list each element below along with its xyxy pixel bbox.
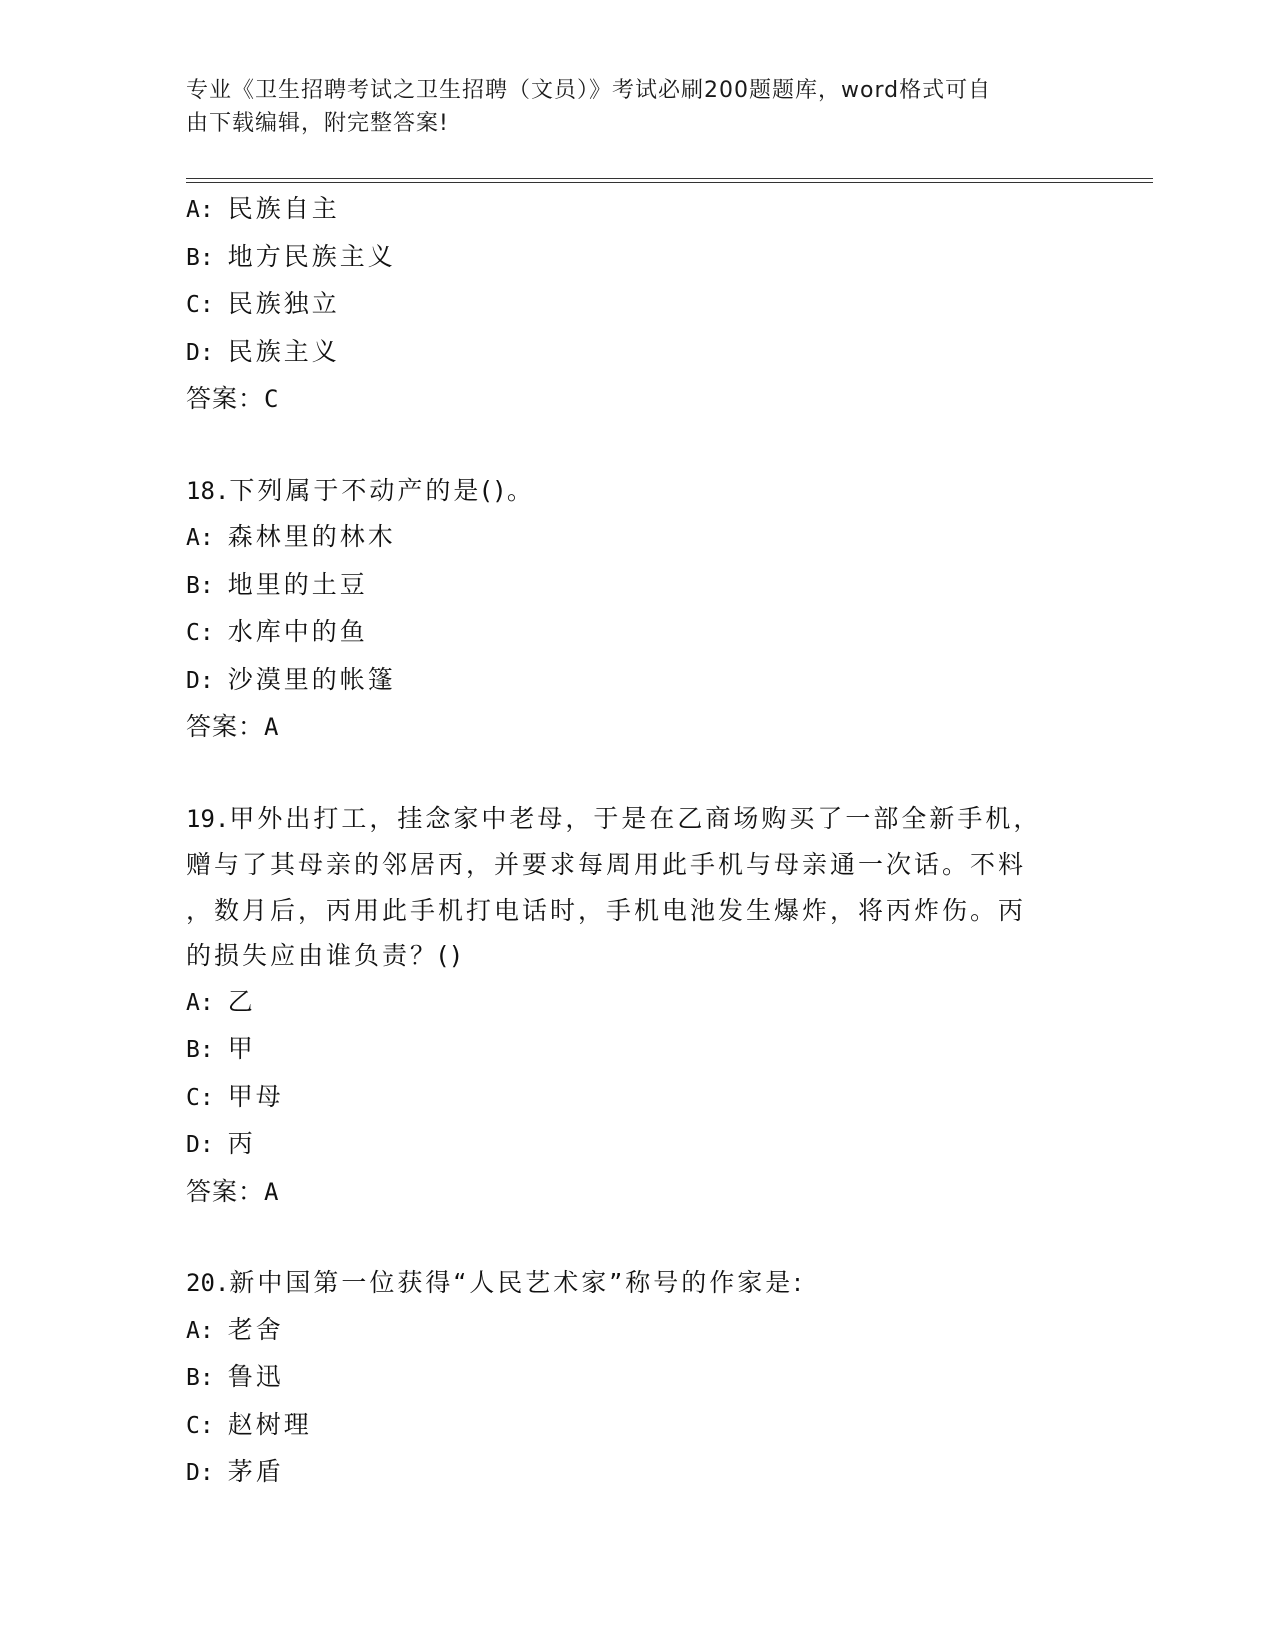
spacer xyxy=(186,751,1076,796)
question-number: 19. xyxy=(186,804,230,833)
option-text: 丙 xyxy=(227,1129,256,1158)
option-letter: B: xyxy=(186,572,214,599)
option-letter: A: xyxy=(186,197,214,223)
question-text: 新中国第一位获得“人民艺术家”称号的作家是: xyxy=(229,1268,805,1297)
option-letter: B: xyxy=(186,244,214,271)
option-text: 茅盾 xyxy=(227,1457,284,1486)
q20-option-c xyxy=(186,1402,1076,1450)
answer-value: A xyxy=(264,713,280,741)
question-text: 下列属于不动产的是()。 xyxy=(229,475,535,505)
q18-stem xyxy=(186,468,1076,515)
q18-option-a xyxy=(186,514,1076,562)
question-18-block xyxy=(186,468,1076,751)
header-title-line-1: 专业《卫生招聘考试之卫生招聘（文员）》考试必刷200题题库，word格式可自 xyxy=(186,78,992,103)
q18-option-d xyxy=(186,657,1076,705)
header-divider-top xyxy=(186,178,1153,179)
q19-stem-line-1 xyxy=(186,796,1076,843)
question-17-block xyxy=(186,186,1076,423)
option-text: 地方民族主义 xyxy=(227,241,396,271)
option-text: 民族自主 xyxy=(227,194,340,223)
q19-answer xyxy=(186,1169,1076,1216)
option-text: 老舍 xyxy=(227,1314,284,1344)
option-letter: D: xyxy=(186,1460,214,1486)
q19-stem-line-3: ，数月后，丙用此手机打电话时，手机电池发生爆炸，将丙炸伤。丙 xyxy=(186,895,1027,925)
q20-stem xyxy=(186,1260,1076,1307)
option-letter: A: xyxy=(186,525,214,551)
q19-option-d xyxy=(186,1121,1076,1169)
header-divider-bottom xyxy=(186,182,1153,183)
option-text: 沙漠里的帐篷 xyxy=(227,664,396,694)
option-letter: C: xyxy=(186,1084,214,1111)
question-number: 20. xyxy=(186,1269,230,1297)
option-text: 甲 xyxy=(227,1034,256,1063)
q20-option-a xyxy=(186,1307,1076,1355)
option-text: 民族主义 xyxy=(227,336,340,366)
document-header xyxy=(186,74,1066,140)
answer-value: A xyxy=(264,1177,280,1206)
question-number: 18. xyxy=(186,476,230,505)
option-letter: D: xyxy=(186,1132,214,1158)
q18-option-c xyxy=(186,609,1076,657)
option-text: 鲁迅 xyxy=(227,1362,284,1391)
answer-label: 答案： xyxy=(186,1176,265,1206)
option-letter: C: xyxy=(186,620,214,646)
option-letter: D: xyxy=(186,667,214,694)
question-20-block xyxy=(186,1260,1076,1497)
question-19-block xyxy=(186,796,1076,1216)
option-letter: A: xyxy=(186,1317,214,1344)
option-letter: B: xyxy=(186,1365,214,1391)
q17-option-d xyxy=(186,329,1076,377)
spacer xyxy=(186,1215,1076,1260)
q20-option-b xyxy=(186,1354,1076,1402)
q19-option-c xyxy=(186,1074,1076,1122)
q19-option-a xyxy=(186,979,1076,1027)
question-list xyxy=(186,186,1076,1497)
q19-stem-line-2: 赠与了其母亲的邻居丙，并要求每周用此手机与母亲通一次话。不料 xyxy=(186,850,1027,879)
option-letter: B: xyxy=(186,1037,214,1063)
option-text: 赵树理 xyxy=(227,1409,312,1439)
option-letter: C: xyxy=(186,1412,214,1439)
q18-answer xyxy=(186,704,1076,751)
answer-label: 答案： xyxy=(186,712,265,741)
q20-option-d xyxy=(186,1449,1076,1497)
q17-option-c xyxy=(186,281,1076,329)
q18-option-b xyxy=(186,562,1076,610)
answer-label: 答案： xyxy=(186,384,265,413)
q19-option-b xyxy=(186,1026,1076,1074)
option-text: 地里的土豆 xyxy=(227,569,368,599)
question-text: 甲外出打工，挂念家中老母，于是在乙商场购买了一部全新手机， xyxy=(229,803,1042,833)
q17-option-b xyxy=(186,234,1076,282)
option-letter: C: xyxy=(186,292,214,318)
q17-answer xyxy=(186,376,1076,423)
q17-option-a xyxy=(186,186,1076,234)
option-letter: D: xyxy=(186,339,214,366)
option-text: 乙 xyxy=(227,986,256,1016)
option-text: 森林里的林木 xyxy=(227,522,396,551)
q19-stem-line-4: 的损失应由谁负责？() xyxy=(186,941,464,970)
option-text: 水库中的鱼 xyxy=(227,617,368,646)
spacer xyxy=(186,423,1076,468)
option-letter: A: xyxy=(186,989,214,1016)
option-text: 甲母 xyxy=(227,1081,284,1111)
answer-value: C xyxy=(264,385,280,413)
option-text: 民族独立 xyxy=(227,289,340,318)
header-title-line-2: 由下载编辑，附完整答案! xyxy=(186,111,449,136)
